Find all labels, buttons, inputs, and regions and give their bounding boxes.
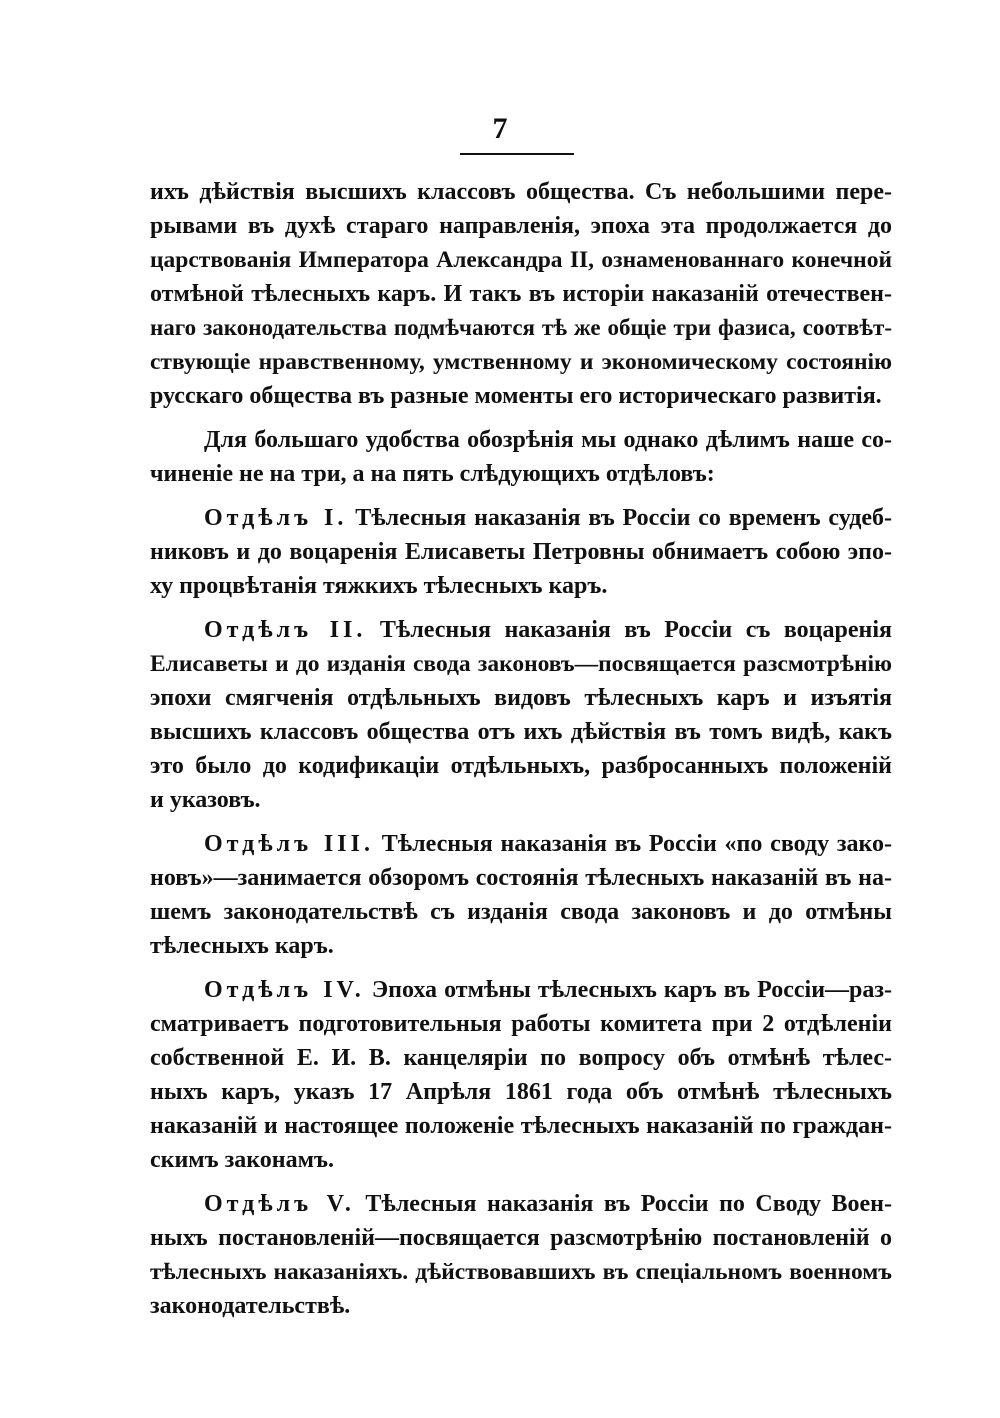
text-line: [150, 613, 892, 647]
paragraph-division-intro: [150, 423, 892, 491]
text-line: высшихъ классовъ общества отъ ихъ дѣйствія въ томъ видѣ, какъ: [150, 719, 892, 745]
section-heading: Отдѣлъ V.: [204, 1191, 355, 1217]
text-line-content: Тѣлесныя наказанія въ Россіи съ воцаренія: [379, 617, 892, 643]
text-line: царствованія Императора Александра II, ознаменованнаго конечной: [150, 247, 892, 273]
text-line: ихъ дѣйствія высшихъ классовъ общества. Съ небольшими пере-: [150, 179, 892, 205]
paragraph-section-2: [150, 613, 892, 817]
text-line: наказаній и настоящее положеніе тѣлесныхъ наказаній по граждан-: [150, 1113, 892, 1139]
text-line: тѣлесныхъ каръ.: [150, 933, 334, 959]
text-line: шемъ законодательствѣ съ изданія свода законовъ и до отмѣны: [150, 899, 892, 925]
text-line: сматриваетъ подготовительныя работы комитета при 2 отдѣленіи: [150, 1011, 892, 1037]
text-line: это было до кодификаціи отдѣльныхъ, разбросанныхъ положеній: [150, 753, 892, 779]
text-line: чиненіе не на три, а на пять слѣдующихъ отдѣловъ:: [150, 461, 715, 487]
text-line: ствующіе нравственному, умственному и экономическому состоянію: [150, 349, 892, 375]
text-line: [150, 1187, 892, 1221]
page-number: 7: [492, 112, 508, 145]
paragraph-intro-continuation: [150, 175, 892, 413]
text-line: отмѣной тѣлесныхъ каръ. И такъ въ исторіи наказаній отечествен-: [150, 281, 892, 307]
text-line: никовъ и до воцаренія Елисаветы Петровны обнимаетъ собою эпо-: [150, 539, 892, 565]
text-line: законодательствѣ.: [150, 1293, 351, 1319]
text-line: [150, 501, 892, 535]
text-line-content: Тѣлесныя наказанія въ Россіи «по своду зако-: [381, 831, 892, 857]
paragraph-section-3: [150, 827, 892, 963]
text-line: эпохи смягченія отдѣльныхъ видовъ тѣлесныхъ каръ и изъятія: [150, 685, 892, 711]
text-line: [150, 973, 892, 1007]
body-text: [150, 175, 892, 1323]
text-line: [150, 827, 892, 861]
text-line: и указовъ.: [150, 787, 261, 813]
text-line: ху процвѣтанія тяжкихъ тѣлесныхъ каръ.: [150, 573, 608, 599]
text-line: новъ»—занимается обзоромъ состоянія тѣлесныхъ наказаній въ на-: [150, 865, 892, 891]
text-line: собственной Е. И. В. канцеляріи по вопросу объ отмѣнѣ тѣлес-: [150, 1045, 892, 1071]
paragraph-section-1: [150, 501, 892, 603]
section-heading: Отдѣлъ I.: [204, 505, 348, 531]
text-line-content: Эпоха отмѣны тѣлесныхъ каръ въ Россіи—раз-: [371, 977, 892, 1003]
text-line: наго законодательства подмѣчаются тѣ же общіе три фазиса, соотвѣт-: [150, 315, 892, 340]
section-heading: Отдѣлъ IV.: [204, 977, 365, 1003]
text-line: рывами въ духѣ стараго направленія, эпоха эта продолжается до: [150, 213, 892, 239]
paragraph-section-4: [150, 973, 892, 1177]
text-line: русскаго общества въ разные моменты его историческаго развитія.: [150, 383, 882, 409]
text-line: Елисаветы и до изданія свода законовъ—посвящается разсмотрѣнію: [150, 651, 892, 677]
page-number-rule: [460, 153, 574, 155]
text-line-content: Тѣлесныя наказанія въ Россіи по Своду Воен-: [365, 1191, 892, 1217]
text-line: скимъ законамъ.: [150, 1147, 334, 1173]
text-line-content: Тѣлесныя наказанія въ Россіи со временъ судеб-: [355, 505, 892, 531]
section-heading: Отдѣлъ III.: [204, 831, 374, 857]
text-line: тѣлесныхъ наказаніяхъ. дѣйствовавшихъ въ спеціальномъ военномъ: [150, 1259, 892, 1285]
text-line: ныхъ каръ, указъ 17 Апрѣля 1861 года объ отмѣнѣ тѣлесныхъ: [150, 1079, 892, 1105]
section-heading: Отдѣлъ II.: [204, 617, 367, 643]
text-line: ныхъ постановленій—посвящается разсмотрѣнію постановленій о: [150, 1225, 892, 1251]
text-line: Для большаго удобства обозрѣнія мы однако дѣлимъ наше со-: [204, 427, 892, 453]
paragraph-section-5: [150, 1187, 892, 1323]
